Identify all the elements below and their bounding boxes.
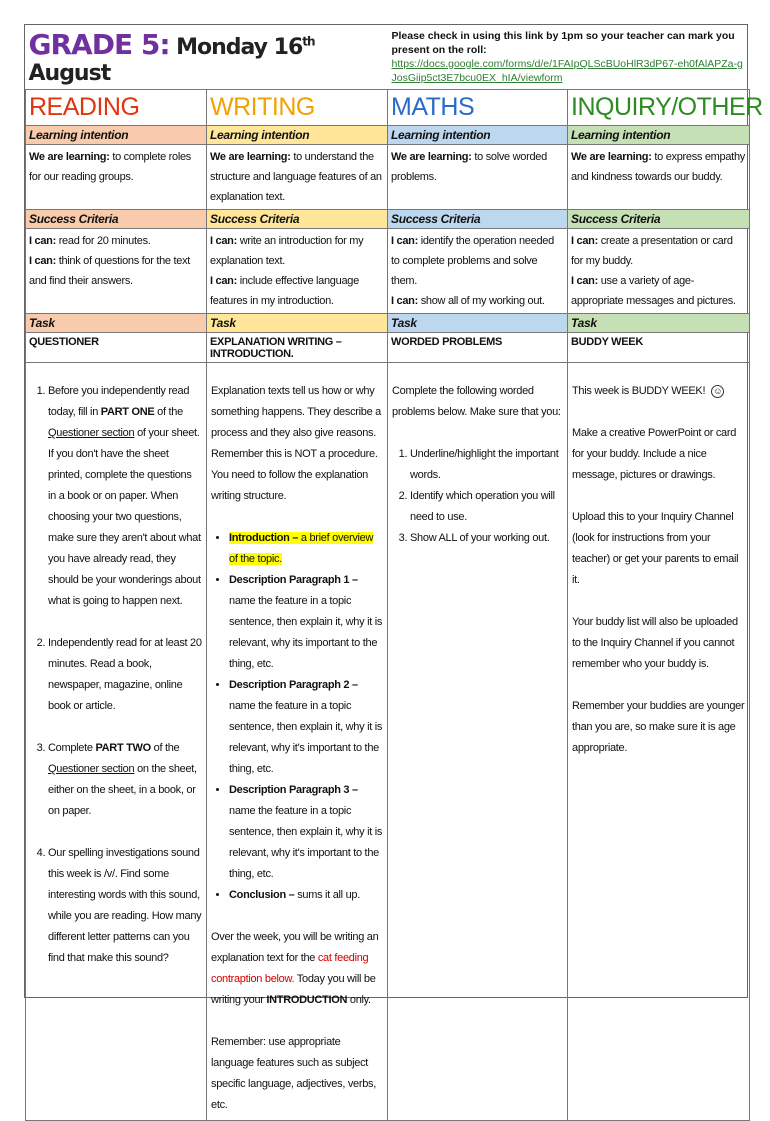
subject-inquiry: INQUIRY/OTHER — [568, 90, 750, 126]
reading-steps — [30, 381, 202, 969]
task-title-row — [26, 333, 750, 363]
grade-label: GRADE 5 — [28, 28, 160, 61]
writing-structure-list — [211, 528, 383, 906]
li-header-inquiry: Learning intention — [568, 126, 750, 145]
task-band — [26, 314, 750, 333]
inquiry-task-body — [568, 363, 750, 1121]
list-item: • Description Paragraph 3 – name the feature in a topic sentence, then explain it, why it is relevant, why it's important to the thing, etc. — [229, 780, 383, 885]
checkin-label: Please check in using this link by 1pm so your teacher can mark you present on the roll: — [391, 30, 735, 56]
checkin-notice — [388, 25, 750, 90]
li-header-writing: Learning intention — [207, 126, 388, 145]
task-title-maths: WORDED PROBLEMS — [388, 333, 568, 363]
list-item: • Introduction – a brief overview of the topic. — [229, 528, 383, 570]
list-item: 1. Before you independently read today, fill in PART ONE of the Questioner section of your sheet. If you don't have the sheet printed, complete the questions in a book or on paper. When choosing your two questions, make sure they aren't about what you have already read, they should be your wonderings about what is going to happen next. — [48, 381, 202, 612]
task-header-reading: Task — [26, 314, 207, 333]
smiley-icon: ☺ — [711, 385, 724, 398]
li-maths: We are learning: to solve worded problems. — [388, 145, 568, 210]
subject-row — [26, 90, 750, 126]
task-title-writing: EXPLANATION WRITING – INTRODUCTION. — [207, 333, 388, 363]
list-item: 1. Underline/highlight the important words. — [410, 444, 563, 486]
li-header-maths: Learning intention — [388, 126, 568, 145]
li-writing: We are learning: to understand the structure and language features of an explanation text. — [207, 145, 388, 210]
writing-remember: Remember: use appropriate language features such as subject specific language, adjectives, verbs, etc. — [211, 1036, 376, 1111]
li-reading: We are learning: to complete roles for our reading groups. — [26, 145, 207, 210]
sc-writing: I can: write an introduction for my explanation text. I can: include effective language features in my introduction. — [207, 229, 388, 314]
li-inquiry: We are learning: to express empathy and kindness towards our buddy. — [568, 145, 750, 210]
list-item: 3. Show ALL of your working out. — [410, 528, 563, 549]
subject-writing: WRITING — [207, 90, 388, 126]
sc-maths: I can: identify the operation needed to complete problems and solve them. I can: show all of my working out. — [388, 229, 568, 314]
success-criteria-band — [26, 210, 750, 229]
list-item: • Description Paragraph 2 – name the feature in a topic sentence, then explain it, why it is relevant, why it's important to the thing, etc. — [229, 675, 383, 780]
writing-intro: Explanation texts tell us how or why something happens. They describe a process and they also give reasons. Remember this is NOT a procedure. You need to follow the explanation writing structure. — [211, 385, 381, 502]
task-header-inquiry: Task — [568, 314, 750, 333]
task-header-maths: Task — [388, 314, 568, 333]
header-row — [26, 25, 750, 90]
sc-reading: I can: read for 20 minutes. I can: think of questions for the text and find their answers. — [26, 229, 207, 314]
subject-reading: READING — [26, 90, 207, 126]
inquiry-p1: This week is BUDDY WEEK! ☺ — [572, 381, 745, 402]
sc-header-reading: Success Criteria — [26, 210, 207, 229]
inquiry-p4: Your buddy list will also be uploaded to the Inquiry Channel if you cannot remember who your buddy is. — [572, 616, 738, 670]
writing-week-note: Over the week, you will be writing an explanation text for the cat feeding contraption below. Today you will be writing your INTRODUCTION only. — [211, 931, 379, 1006]
checkin-link[interactable]: https://docs.google.com/forms/d/e/1FAIpQLScBUoHlR3dP67-eh0fAlAPZa-gJosGiip5ct3E7bcu0EX_hIA/viewform — [391, 58, 743, 84]
maths-steps — [392, 444, 563, 549]
lesson-plan-table — [25, 25, 763, 1121]
inquiry-p2: Make a creative PowerPoint or card for your buddy. Include a nice message, pictures or drawings. — [572, 427, 737, 481]
sc-header-maths: Success Criteria — [388, 210, 568, 229]
writing-task-body — [207, 363, 388, 1121]
inquiry-p5: Remember your buddies are younger than you are, so make sure it is age appropriate. — [572, 700, 745, 754]
task-header-writing: Task — [207, 314, 388, 333]
subject-maths: MATHS — [388, 90, 568, 126]
task-title-reading: QUESTIONER — [26, 333, 207, 363]
task-body-row — [26, 363, 750, 1121]
inquiry-p3: Upload this to your Inquiry Channel (look for instructions from your teacher) or get your parents to email it. — [572, 511, 739, 586]
list-item: • Description Paragraph 1 – name the feature in a topic sentence, then explain it, why it is relevant, why its important to the thing, etc. — [229, 570, 383, 675]
sc-header-inquiry: Success Criteria — [568, 210, 750, 229]
learning-intention-row — [26, 145, 750, 210]
maths-intro: Complete the following worded problems below. Make sure that you: — [392, 385, 561, 418]
list-item: • Conclusion – sums it all up. — [229, 885, 383, 906]
list-item: 2. Independently read for at least 20 minutes. Read a book, newspaper, magazine, online book or article. — [48, 633, 202, 717]
list-item: 3. Complete PART TWO of the Questioner section on the sheet, either on the sheet, in a book, or on paper. — [48, 738, 202, 822]
date-label: Monday 16th August — [28, 34, 315, 86]
lesson-plan-page — [24, 24, 763, 1111]
success-criteria-row — [26, 229, 750, 314]
learning-intention-band — [26, 126, 750, 145]
li-header-reading: Learning intention — [26, 126, 207, 145]
task-title-inquiry: BUDDY WEEK — [568, 333, 750, 363]
sc-inquiry: I can: create a presentation or card for my buddy. I can: use a variety of age-appropriate messages and pictures. — [568, 229, 750, 314]
list-item: 4. Our spelling investigations sound this week is /v/. Find some interesting words with this sound, while you are reading. How many different letter patterns can you find that make this sound? — [48, 843, 202, 969]
page-title: GRADE 5: Monday 16th August — [28, 28, 315, 86]
maths-task-body — [388, 363, 568, 1121]
list-item: 2. Identify which operation you will need to use. — [410, 486, 563, 528]
reading-task-body — [26, 363, 207, 1121]
sc-header-writing: Success Criteria — [207, 210, 388, 229]
